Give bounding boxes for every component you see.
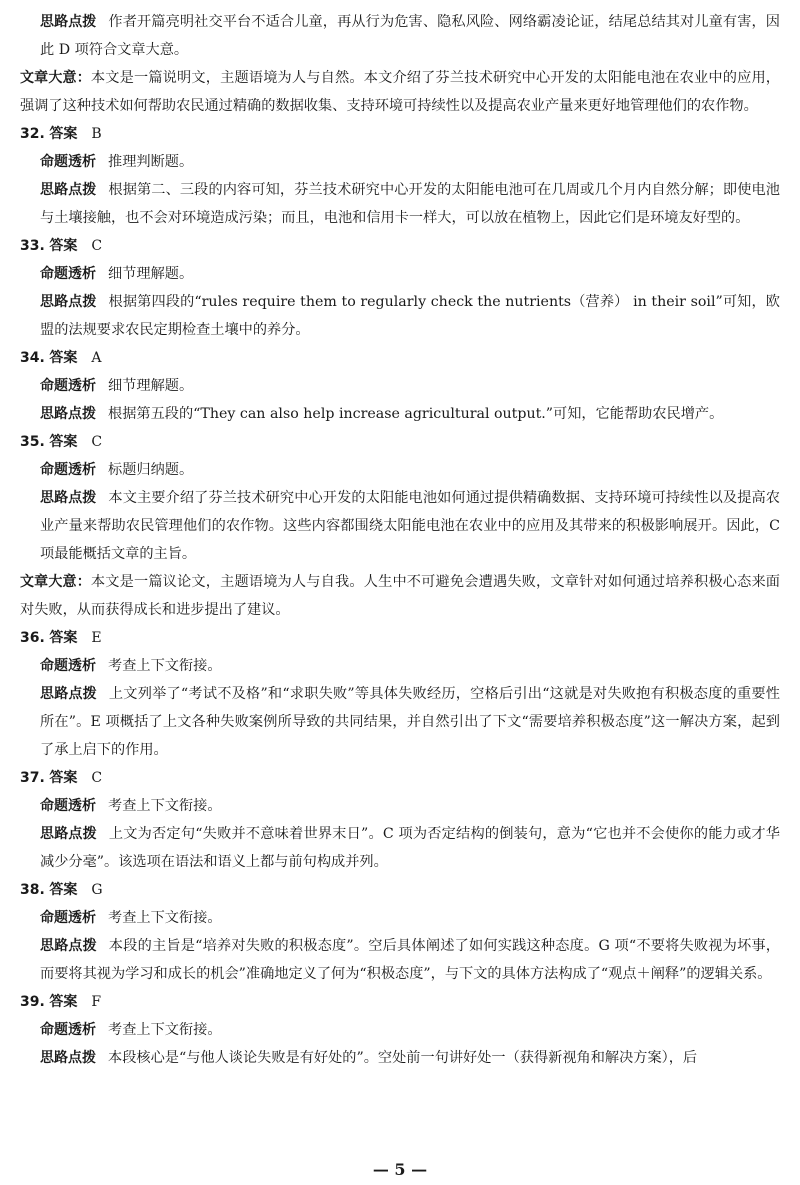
analysis-text: 考查上下文衔接。 <box>108 798 222 814</box>
answer-letter: E <box>91 630 102 646</box>
question-number: 36. <box>20 630 45 646</box>
tip-text: 根据第五段的“They can also help increase agricultural output.”可知，它能帮助农民增产。 <box>108 406 724 422</box>
summary-label: 文章大意： <box>20 574 91 590</box>
tip-text: 根据第四段的“rules require them to regularly check the nutrients（营养） in their soil”可知，欧盟的法规要求农民定期检查土壤中的养分。 <box>40 294 780 338</box>
tip-text: 本文主要介绍了芬兰技术研究中心开发的太阳能电池如何通过提供精确数据、支持环境可持续性以及提高农业产量来帮助农民管理他们的农作物。这些内容都围绕太阳能电池在农业中的应用及其带来的积极影响展开。因此，C 项最能概括文章的主旨。 <box>40 490 780 562</box>
tip-label: 思路点拨 <box>40 686 97 702</box>
tip-label: 思路点拨 <box>40 490 97 506</box>
answer-block-35 <box>20 428 780 568</box>
tip-text: 作者开篇亮明社交平台不适合儿童，再从行为危害、隐私风险、网络霸凌论证，结尾总结其对儿童有害，因此 D 项符合文章大意。 <box>40 14 780 58</box>
tip-text: 根据第二、三段的内容可知，芬兰技术研究中心开发的太阳能电池可在几周或几个月内自然分解；即使电池与土壤接触，也不会对环境造成污染；而且，电池和信用卡一样大，可以放在植物上，因此它们是环境友好型的。 <box>40 182 780 226</box>
answer-block-34 <box>20 344 780 428</box>
answer-label: 答案 <box>49 350 78 366</box>
tip-label: 思路点拨 <box>40 1050 96 1066</box>
tip-text: 上文列举了“考试不及格”和“求职失败”等具体失败经历，空格后引出“这就是对失败抱有积极态度的重要性所在”。E 项概括了上文各种失败案例所导致的共同结果，并自然引出了下文“需要培养积极态度”这一解决方案，起到了承上启下的作用。 <box>40 686 780 758</box>
tip-label: 思路点拨 <box>40 182 97 198</box>
tip-label: 思路点拨 <box>40 294 97 310</box>
answer-block-33 <box>20 232 780 344</box>
page-number: — 5 — <box>372 1160 428 1179</box>
answer-label: 答案 <box>49 630 78 646</box>
answer-block-39 <box>20 988 780 1072</box>
summary-text: 本文是一篇说明文，主题语境为人与自然。本文介绍了芬兰技术研究中心开发的太阳能电池在农业中的应用，强调了这种技术如何帮助农民通过精确的数据收集、支持环境可持续性以及提高农业产量来更好地管理他们的农作物。 <box>20 70 780 114</box>
analysis-text: 考查上下文衔接。 <box>108 658 222 674</box>
analysis-text: 推理判断题。 <box>108 154 194 170</box>
analysis-label: 命题透析 <box>40 378 96 394</box>
analysis-label: 命题透析 <box>40 154 96 170</box>
answer-label: 答案 <box>49 882 78 898</box>
tip-text: 上文为否定句“失败并不意味着世界末日”。C 项为否定结构的倒装句，意为“它也并不会使你的能力或才华减少分毫”。该选项在语法和语义上都与前句构成并列。 <box>40 826 780 870</box>
answer-letter: C <box>91 434 103 450</box>
question-number: 37. <box>20 770 45 786</box>
question-number: 39. <box>20 994 45 1010</box>
question-number: 38. <box>20 882 45 898</box>
answer-label: 答案 <box>49 238 78 254</box>
analysis-text: 细节理解题。 <box>108 266 194 282</box>
question-number: 35. <box>20 434 45 450</box>
analysis-text: 考查上下文衔接。 <box>108 910 222 926</box>
analysis-label: 命题透析 <box>40 1022 96 1038</box>
analysis-label: 命题透析 <box>40 658 96 674</box>
question-number: 34. <box>20 350 45 366</box>
answer-block-36 <box>20 624 780 764</box>
analysis-label: 命题透析 <box>40 266 96 282</box>
answer-letter: A <box>91 350 102 366</box>
article-summary <box>20 64 780 120</box>
answer-letter: C <box>91 238 103 254</box>
answer-letter: G <box>91 882 103 898</box>
tip-label: 思路点拨 <box>40 938 97 954</box>
summary-label: 文章大意： <box>20 70 91 86</box>
answer-label: 答案 <box>49 994 78 1010</box>
analysis-text: 标题归纳题。 <box>108 462 194 478</box>
answer-letter: B <box>91 126 102 142</box>
answer-block-38 <box>20 876 780 988</box>
summary-text: 本文是一篇议论文，主题语境为人与自我。人生中不可避免会遭遇失败，文章针对如何通过培养积极心态来面对失败，从而获得成长和进步提出了建议。 <box>20 574 780 618</box>
answer-label: 答案 <box>49 126 78 142</box>
analysis-label: 命题透析 <box>40 462 96 478</box>
analysis-label: 命题透析 <box>40 910 96 926</box>
answer-letter: C <box>91 770 103 786</box>
question-number: 33. <box>20 238 45 254</box>
tip-paragraph <box>20 8 780 64</box>
question-number: 32. <box>20 126 45 142</box>
tip-text: 本段核心是“与他人谈论失败是有好处的”。空处前一句讲好处一（获得新视角和解决方案），后 <box>108 1050 698 1066</box>
analysis-text: 细节理解题。 <box>108 378 194 394</box>
answer-label: 答案 <box>49 770 78 786</box>
tip-text: 本段的主旨是“培养对失败的积极态度”。空后具体阐述了如何实践这种态度。G 项“不要将失败视为坏事，而要将其视为学习和成长的机会”准确地定义了何为“积极态度”，与下文的具体方法构成了“观点＋阐释”的逻辑关系。 <box>40 938 780 982</box>
tip-label: 思路点拨 <box>40 406 96 422</box>
answer-block-37 <box>20 764 780 876</box>
analysis-text: 考查上下文衔接。 <box>108 1022 222 1038</box>
tip-label: 思路点拨 <box>40 826 97 842</box>
answer-block-32 <box>20 120 780 232</box>
answer-label: 答案 <box>49 434 78 450</box>
tip-label: 思路点拨 <box>40 14 97 30</box>
analysis-label: 命题透析 <box>40 798 96 814</box>
answer-letter: F <box>91 994 102 1010</box>
article-summary <box>20 568 780 624</box>
